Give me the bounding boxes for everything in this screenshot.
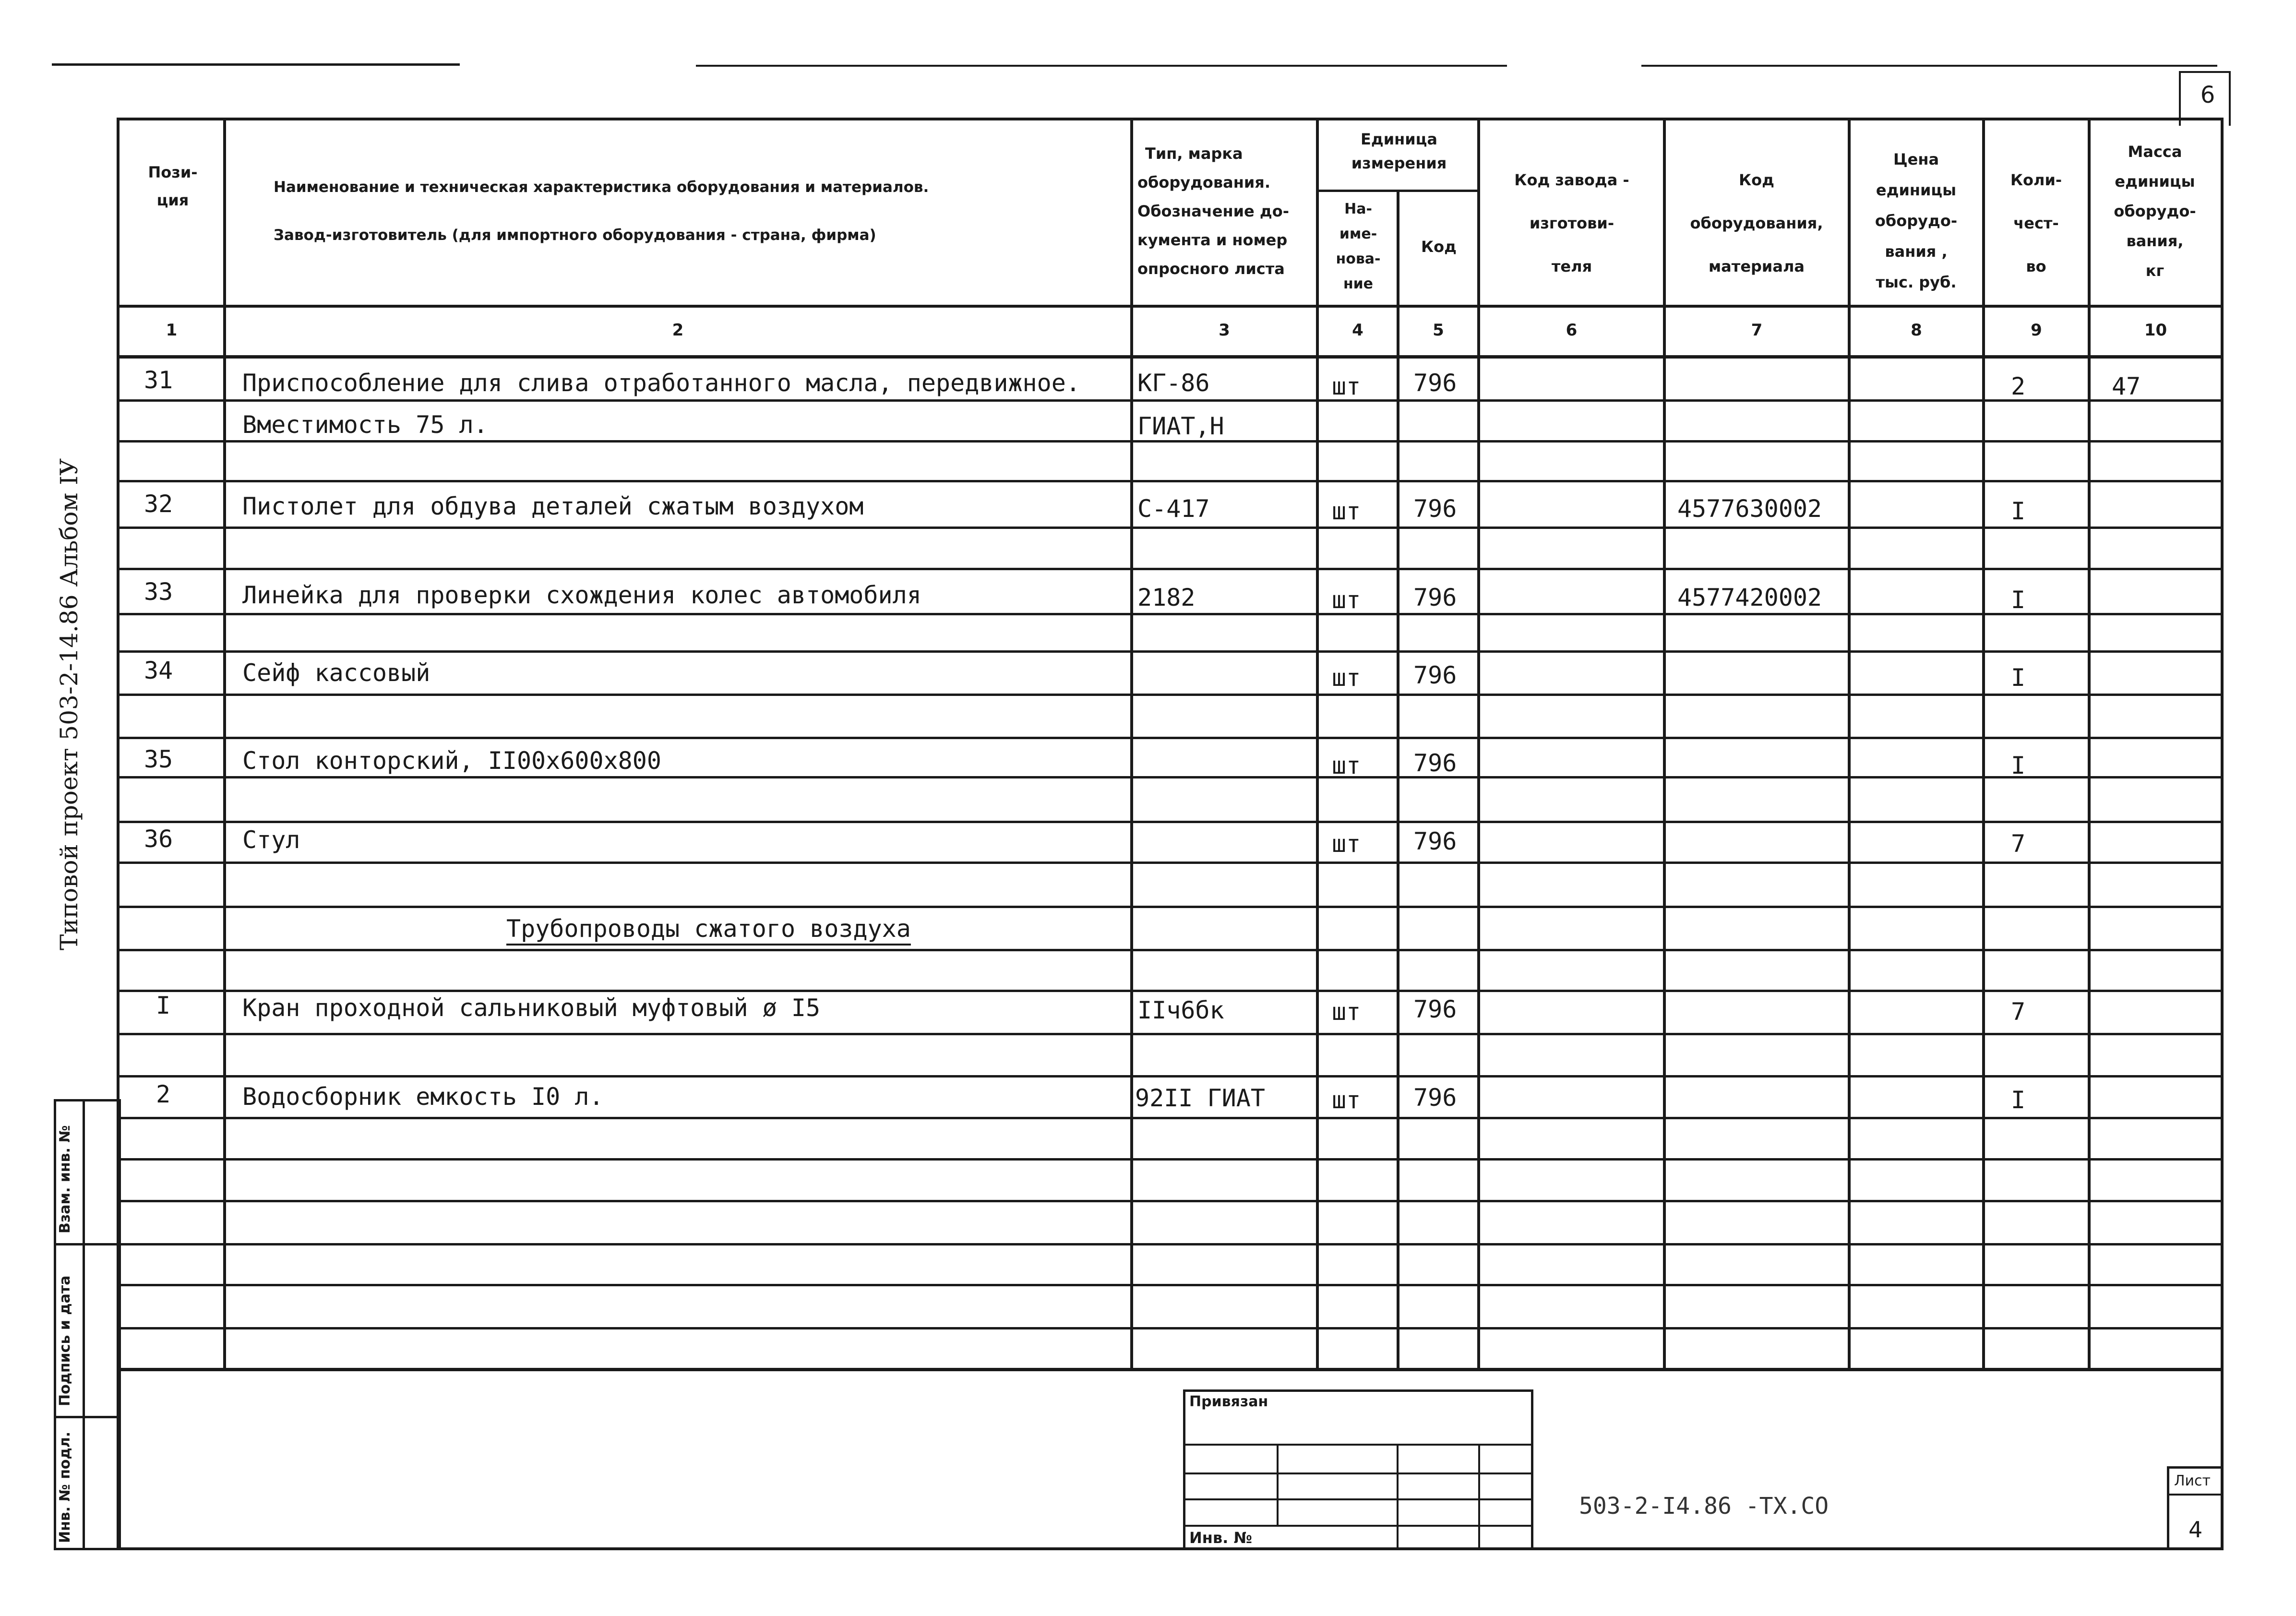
hdr-unit-group: Единица измерения (1351, 130, 1447, 172)
row-I-name: Кран проходной сальниковый муфтовый ø I5 (242, 994, 821, 1022)
colnum-4: 4 (1352, 321, 1363, 340)
side-stamp-divider (83, 1099, 85, 1550)
side-stamp-3: Инв. № подл. (57, 1431, 73, 1543)
row-31-type: КГ-86 (1137, 369, 1210, 397)
row-36-code: 796 (1413, 827, 1457, 855)
side-title: Типовой проект 503-2-14.86 Альбом IУ (55, 458, 83, 950)
row-line (117, 1158, 2224, 1161)
row-line (117, 737, 2224, 739)
row-35-code: 796 (1413, 749, 1457, 777)
hdr-col5: Код (1421, 238, 1457, 256)
top-rule-left (52, 63, 460, 66)
row-33-code: 796 (1413, 584, 1457, 611)
unit-group-split (1316, 190, 1480, 192)
row-line (117, 1284, 2224, 1286)
colnum-bottom (117, 355, 2224, 359)
row-31-mass: 47 (2112, 372, 2141, 400)
sheet-corner-number: 6 (2200, 82, 2215, 108)
header-bottom (117, 305, 2224, 308)
bound-vline (1397, 1444, 1399, 1550)
row-32-pos: 32 (144, 490, 173, 518)
bound-line (1183, 1525, 1533, 1527)
row-35-pos: 35 (144, 745, 173, 773)
bound-line (1183, 1444, 1533, 1446)
doc-code: 503-2-I4.86 -ТХ.СО (1579, 1493, 1829, 1520)
row-36-name: Стул (242, 826, 300, 854)
hdr-col8: Цена единицы оборудо- вания , тыс. руб. (1875, 150, 1958, 291)
row-33-pos: 33 (144, 578, 173, 606)
row-31-unit: шт (1332, 372, 1361, 400)
hdr-col10: Масса единицы оборудо- вания, кг (2114, 143, 2196, 280)
hdr-col3: Тип, марка оборудования. Обозначение до- кумента и номер опросного листа (1137, 144, 1289, 278)
row-2-code: 796 (1413, 1084, 1457, 1112)
row-32-qty: I (2011, 497, 2026, 525)
row-31-qty: 2 (2011, 372, 2026, 400)
top-rule-mid (696, 65, 1507, 67)
row-line (117, 906, 2224, 908)
row-31b-type: ГИАТ,Н (1137, 412, 1224, 440)
row-I-unit: шт (1332, 998, 1361, 1026)
row-32-type: С-417 (1137, 495, 1210, 523)
sheet-number: 4 (2188, 1517, 2203, 1543)
row-I-pos: I (156, 992, 171, 1019)
row-34-pos: 34 (144, 657, 173, 684)
row-line (117, 1033, 2224, 1035)
inv-label: Инв. № (1189, 1529, 1252, 1547)
colnum-1: 1 (166, 321, 178, 340)
top-rule-right (1641, 65, 2217, 67)
colnum-8: 8 (1911, 321, 1922, 340)
row-line (117, 821, 2224, 823)
row-line (117, 613, 2224, 615)
bound-vline (1478, 1444, 1480, 1550)
colnum-2: 2 (672, 321, 684, 340)
hdr-col4: На- име- нова- ние (1336, 201, 1381, 292)
row-31b-name: Вместимость 75 л. (242, 411, 488, 439)
row-2-name: Водосборник емкость I0 л. (242, 1083, 604, 1111)
row-34-code: 796 (1413, 661, 1457, 689)
hdr-col2: Наименование и техническая характеристика оборудования и материалов. Завод-изготовитель (для импортного оборудования - страна, фирма) (274, 179, 929, 244)
row-32-eqcode: 4577630002 (1677, 495, 1822, 523)
bound-line (1183, 1472, 1533, 1474)
row-36-qty: 7 (2011, 830, 2026, 858)
colnum-6: 6 (1566, 321, 1578, 340)
row-line (117, 694, 2224, 696)
sheet-box-split (2167, 1494, 2224, 1496)
row-2-qty: I (2011, 1086, 2026, 1114)
row-line (117, 650, 2224, 653)
row-33-eqcode: 4577420002 (1677, 584, 1822, 611)
row-line (117, 568, 2224, 570)
row-33-qty: I (2011, 586, 2026, 614)
row-line (117, 862, 2224, 864)
side-stamp-1: Взам. инв. № (57, 1125, 73, 1233)
row-34-qty: I (2011, 664, 2026, 692)
row-35-qty: I (2011, 752, 2026, 779)
row-line (117, 1117, 2224, 1119)
row-line (117, 1075, 2224, 1077)
row-line (117, 1243, 2224, 1245)
row-31-pos: 31 (144, 366, 173, 394)
bound-line (1183, 1498, 1533, 1500)
row-line (117, 480, 2224, 482)
hdr-col9: Коли- чест- во (2010, 171, 2062, 275)
row-2-type: 92II ГИАТ (1135, 1084, 1265, 1112)
row-line (117, 399, 2224, 402)
section-heading: Трубопроводы сжатого воздуха (506, 915, 911, 943)
row-36-unit: шт (1332, 830, 1361, 858)
row-31-code: 796 (1413, 369, 1457, 397)
row-I-code: 796 (1413, 995, 1457, 1023)
row-line (117, 990, 2224, 992)
row-33-name: Линейка для проверки схождения колес автомобиля (242, 581, 921, 609)
hdr-col6: Код завода - изготови- теля (1514, 171, 1629, 275)
colnum-9: 9 (2031, 321, 2042, 340)
row-I-qty: 7 (2011, 998, 2026, 1026)
bound-label: Привязан (1189, 1393, 1268, 1410)
bound-vline (1277, 1444, 1279, 1525)
side-stamp-sep (54, 1416, 121, 1418)
hdr-col7: Код оборудования, материала (1690, 171, 1823, 275)
row-34-unit: шт (1332, 664, 1361, 692)
row-35-name: Стол конторский, II00x600x800 (242, 747, 661, 775)
row-2-unit: шт (1332, 1086, 1361, 1114)
row-32-unit: шт (1332, 497, 1361, 525)
row-line (117, 1327, 2224, 1329)
row-32-name: Пистолет для обдува деталей сжатым воздухом (242, 492, 864, 520)
row-line (117, 527, 2224, 529)
side-stamp-2: Подпись и дата (57, 1275, 73, 1406)
row-32-code: 796 (1413, 495, 1457, 523)
row-33-type: 2182 (1137, 584, 1196, 611)
col-line-4 (1397, 190, 1399, 1370)
colnum-3: 3 (1219, 321, 1230, 340)
row-2-pos: 2 (156, 1080, 171, 1108)
colnum-5: 5 (1433, 321, 1444, 340)
hdr-col1: Пози- ция (148, 163, 198, 209)
row-36-pos: 36 (144, 825, 173, 853)
row-I-type: IIч6бк (1137, 996, 1224, 1024)
row-line (117, 1200, 2224, 1202)
side-stamp-sep (54, 1243, 121, 1245)
row-line (117, 949, 2224, 951)
colnum-10: 10 (2144, 321, 2167, 340)
row-line (117, 776, 2224, 778)
colnum-7: 7 (1751, 321, 1763, 340)
row-35-unit: шт (1332, 752, 1361, 779)
row-33-unit: шт (1332, 586, 1361, 614)
row-34-name: Сейф кассовый (242, 659, 430, 687)
row-31-name: Приспособление для слива отработанного масла, передвижное. (242, 369, 1080, 397)
sheet-label: Лист (2174, 1472, 2211, 1489)
table-bottom (117, 1368, 2224, 1371)
